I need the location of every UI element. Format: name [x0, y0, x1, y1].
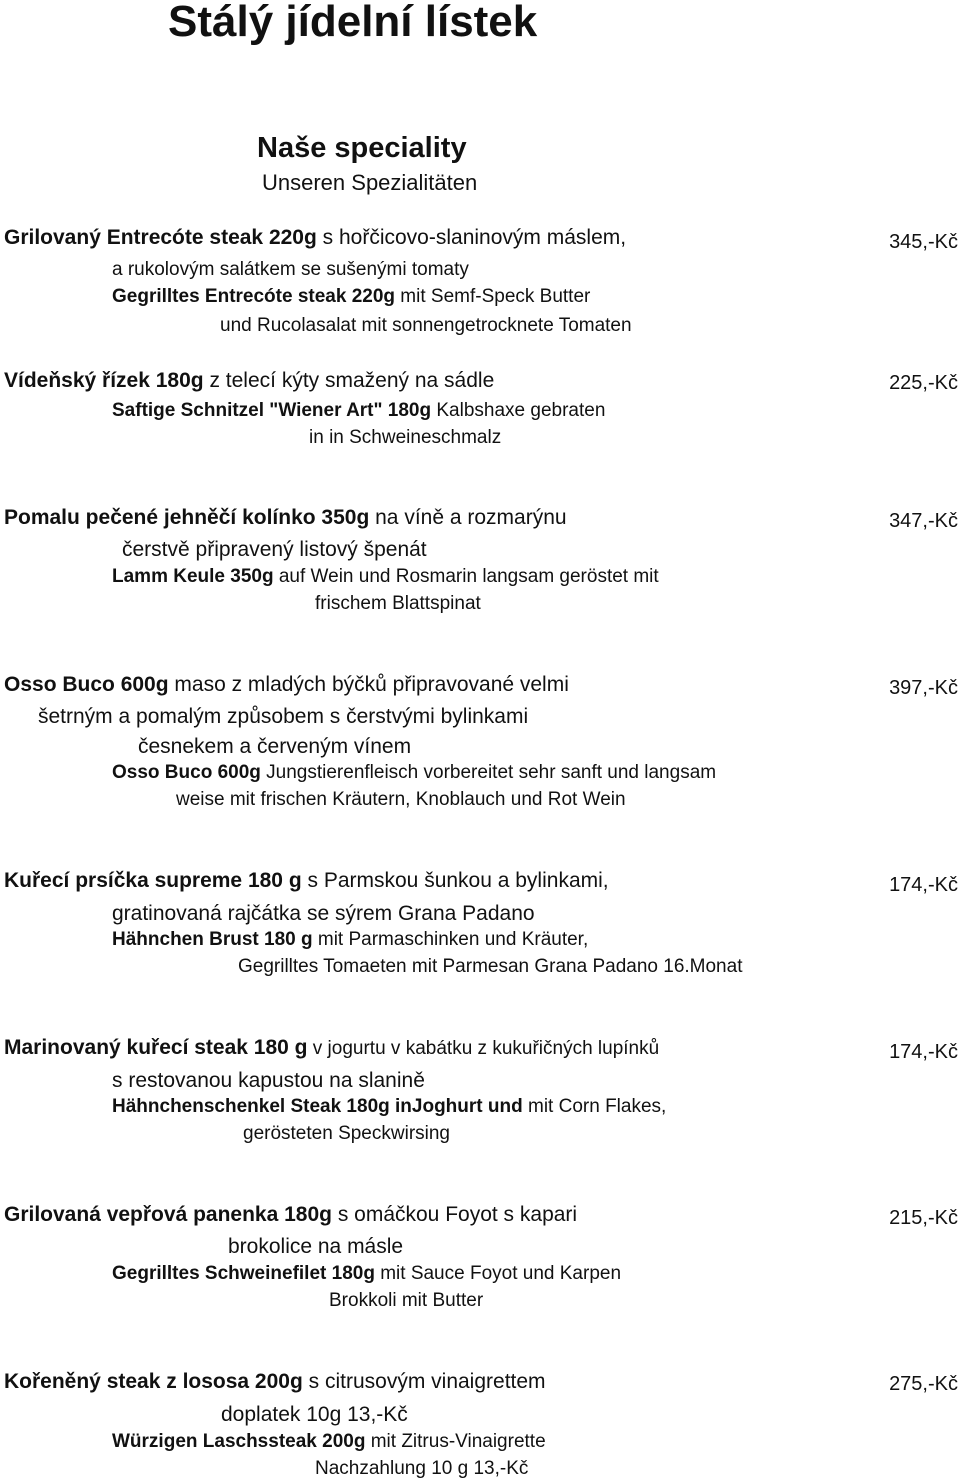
dish-title — [4, 226, 626, 250]
dish-price: 347,-Kč — [889, 510, 958, 532]
dish-price: 345,-Kč — [889, 231, 958, 253]
dish-german — [112, 566, 659, 588]
dish-german-description: auf Wein und Rosmarin langsam geröstet mit — [273, 566, 659, 587]
dish-name: Vídeňský řízek 180g — [4, 369, 204, 392]
dish-german-line: Gegrilltes Tomaeten mit Parmesan Grana Padano 16.Monat — [238, 956, 743, 977]
dish-name: Marinovaný kuřecí steak 180 g — [4, 1036, 308, 1059]
dish-description: s citrusovým vinaigrettem — [302, 1370, 546, 1393]
page-title: Stálý jídelní lístek — [168, 0, 538, 46]
dish-price: 174,-Kč — [889, 874, 958, 896]
dish-description-line: gratinovaná rajčátka se sýrem Grana Padano — [112, 902, 535, 925]
dish-description: s hořčicovo-slaninovým máslem, — [316, 226, 627, 249]
dish-german-line: frischem Blattspinat — [315, 593, 481, 614]
dish-german-line: gerösteten Speckwirsing — [243, 1123, 450, 1144]
dish-name: Pomalu pečené jehněčí kolínko 350g — [4, 506, 370, 529]
dish-price: 397,-Kč — [889, 677, 958, 699]
dish-german-name: Gegrilltes Schweinefilet 180g — [112, 1263, 375, 1284]
dish-german-name: Gegrilltes Entrecóte steak 220g — [112, 286, 396, 307]
dish-description-line: šetrným a pomalým způsobem s čerstvými bylinkami — [38, 705, 529, 728]
dish-german-name: Saftige Schnitzel "Wiener Art" 180g — [112, 400, 432, 421]
section-subtitle: Unseren Spezialitäten — [262, 170, 478, 195]
dish-description-line: česnekem a červeným vínem — [138, 735, 412, 758]
dish-german-description: mit Corn Flakes, — [522, 1096, 667, 1117]
dish-title — [4, 673, 569, 697]
dish-description-line: doplatek 10g 13,-Kč — [221, 1403, 408, 1426]
dish-title — [4, 1036, 659, 1060]
dish-description-line: čerstvě připravený listový špenát — [122, 538, 427, 561]
dish-description: s Parmskou šunkou a bylinkami, — [301, 869, 609, 892]
dish-description: na víně a rozmarýnu — [369, 506, 567, 529]
dish-price: 215,-Kč — [889, 1207, 958, 1229]
dish-german-line: Nachzahlung 10 g 13,-Kč — [315, 1458, 529, 1479]
dish-name: Osso Buco 600g — [4, 673, 169, 696]
dish-german — [112, 762, 716, 784]
dish-german-name: Osso Buco 600g — [112, 762, 261, 783]
dish-price: 174,-Kč — [889, 1041, 958, 1063]
dish-german — [112, 400, 605, 422]
dish-german-description: Jungstierenfleisch vorbereitet sehr sanft und langsam — [260, 762, 717, 783]
dish-german — [112, 286, 590, 308]
dish-description-line: s restovanou kapustou na slanině — [112, 1069, 425, 1092]
dish-price: 275,-Kč — [889, 1373, 958, 1395]
dish-title — [4, 369, 494, 393]
dish-name: Grilovaný Entrecóte steak 220g — [4, 226, 317, 249]
dish-title — [4, 869, 609, 893]
dish-description-line: a rukolovým salátkem se sušenými tomaty — [112, 259, 469, 280]
dish-german-line: Brokkoli mit Butter — [329, 1290, 484, 1311]
dish-description: v jogurtu v kabátku z kukuřičných lupínků — [307, 1038, 660, 1059]
dish-title — [4, 1203, 577, 1227]
dish-german-name: Würzigen Laschssteak 200g — [112, 1431, 366, 1452]
dish-german — [112, 1096, 666, 1118]
dish-german — [112, 929, 588, 951]
dish-german-name: Lamm Keule 350g — [112, 566, 274, 587]
dish-german-line: weise mit frischen Kräutern, Knoblauch und Rot Wein — [176, 789, 626, 810]
dish-description: s omáčkou Foyot s kapari — [331, 1203, 578, 1226]
dish-german-description: mit Sauce Foyot und Karpen — [374, 1263, 622, 1284]
dish-german — [112, 1431, 546, 1453]
dish-description-line: brokolice na másle — [228, 1235, 404, 1258]
dish-name: Grilovaná vepřová panenka 180g — [4, 1203, 332, 1226]
section-title: Naše speciality — [257, 132, 467, 164]
dish-name: Kuřecí prsíčka supreme 180 g — [4, 869, 302, 892]
dish-name: Kořeněný steak z lososa 200g — [4, 1370, 303, 1393]
dish-german — [112, 1263, 621, 1285]
dish-price: 225,-Kč — [889, 372, 958, 394]
dish-description: z telecí kýty smažený na sádle — [203, 369, 495, 392]
dish-german-description: mit Zitrus-Vinaigrette — [365, 1431, 546, 1452]
dish-german-description: mit Parmaschinken und Kräuter, — [312, 929, 589, 950]
dish-german-description: mit Semf-Speck Butter — [395, 286, 591, 307]
dish-german-line: und Rucolasalat mit sonnengetrocknete Tomaten — [220, 315, 632, 336]
dish-german-line: in in Schweineschmalz — [309, 427, 502, 448]
dish-german-name: Hähnchenschenkel Steak 180g inJoghurt und — [112, 1096, 523, 1117]
dish-title — [4, 1370, 546, 1394]
dish-description: maso z mladých býčků připravované velmi — [168, 673, 569, 696]
dish-german-name: Hähnchen Brust 180 g — [112, 929, 313, 950]
dish-title — [4, 506, 567, 530]
dish-german-description: Kalbshaxe gebraten — [431, 400, 606, 421]
